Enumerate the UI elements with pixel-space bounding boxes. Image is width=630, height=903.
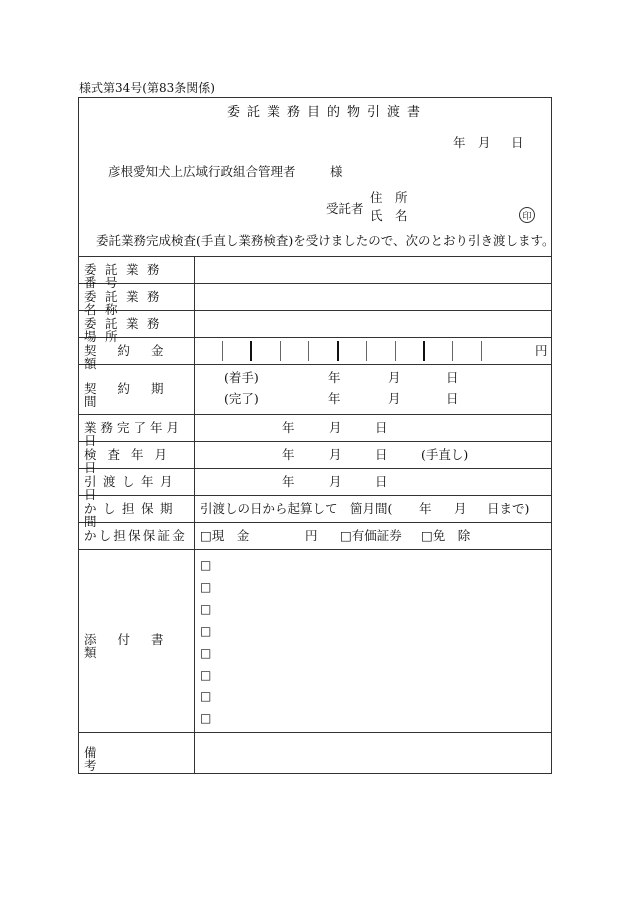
date-day-unit: 日: [511, 135, 524, 150]
name-label: 氏 名: [370, 208, 408, 223]
delivery-year: 年: [282, 474, 295, 489]
label-completion-date: 業務完了年月日: [84, 420, 184, 448]
statement: 委託業務完成検査(手直し業務検査)を受けましたので、次のとおり引き渡します。: [96, 233, 555, 248]
label-business-number: 委託業務番号: [84, 262, 169, 290]
amount-digit-divider: [222, 341, 223, 361]
attachment-checkbox[interactable]: □: [200, 646, 212, 660]
document-title: 委託業務目的物引渡書: [227, 105, 428, 120]
label-remarks: 備考: [84, 745, 175, 773]
amount-digit-divider: [395, 341, 396, 361]
warranty-text-start: 引渡しの日から起算して: [200, 501, 338, 516]
period-start-day: 日: [446, 370, 459, 385]
attachment-checkbox[interactable]: □: [200, 711, 212, 725]
amount-digit-divider: [452, 341, 453, 361]
warranty-text-end: 日まで): [487, 501, 530, 516]
row-divider: [78, 414, 552, 415]
honorific: 様: [330, 164, 343, 179]
amount-digit-divider: [337, 341, 339, 361]
label-business-place: 委託業務場所: [84, 316, 169, 344]
delivery-day: 日: [375, 474, 388, 489]
amount-digit-divider: [366, 341, 367, 361]
receiver-label: 受託者: [326, 201, 364, 216]
recipient: 彦根愛知犬上広域行政組合管理者: [108, 164, 296, 179]
warranty-month: 月: [454, 501, 467, 516]
label-inspection-date: 検査年月日: [84, 447, 179, 475]
label-attachments: 添付書類: [84, 632, 185, 660]
period-finish-month: 月: [388, 391, 401, 406]
warranty-year: 年: [419, 501, 432, 516]
label-warranty-period: かし担保期間: [84, 501, 180, 529]
column-divider: [194, 256, 195, 773]
row-divider: [78, 732, 552, 733]
label-warranty-deposit: かし担保保証金: [84, 528, 187, 543]
period-start-label: (着手): [224, 370, 259, 385]
period-finish-year: 年: [328, 391, 341, 406]
warranty-text-months: 箇月間(: [350, 501, 393, 516]
amount-digit-divider: [308, 341, 309, 361]
period-finish-label: (完了): [224, 391, 259, 406]
deposit-securities-option[interactable]: □有価証券: [340, 528, 402, 543]
label-contract-amount: 契約金額: [84, 343, 185, 371]
completion-month: 月: [329, 420, 342, 435]
period-start-month: 月: [388, 370, 401, 385]
label-contract-period: 契約期間: [84, 381, 185, 409]
attachment-checkbox[interactable]: □: [200, 580, 212, 594]
deposit-cash-option[interactable]: □現 金: [200, 528, 250, 543]
row-divider: [78, 256, 552, 257]
amount-digit-divider: [481, 341, 482, 361]
deposit-exempt-option[interactable]: □免 除: [421, 528, 471, 543]
amount-digit-divider: [280, 341, 281, 361]
attachment-checkbox[interactable]: □: [200, 558, 212, 572]
address-label: 住 所: [370, 190, 408, 205]
amount-unit: 円: [535, 343, 548, 358]
inspection-note: (手直し): [421, 447, 469, 462]
completion-year: 年: [282, 420, 295, 435]
period-start-year: 年: [328, 370, 341, 385]
seal-mark: 印: [519, 207, 535, 223]
inspection-month: 月: [329, 447, 342, 462]
attachment-checkbox[interactable]: □: [200, 668, 212, 682]
inspection-year: 年: [282, 447, 295, 462]
attachment-checkbox[interactable]: □: [200, 602, 212, 616]
amount-digit-divider: [423, 341, 425, 361]
form-number: 様式第34号(第83条関係): [79, 81, 215, 95]
deposit-yen-unit: 円: [305, 528, 318, 543]
date-month-unit: 月: [478, 135, 491, 150]
date-year-unit: 年: [453, 135, 466, 150]
label-business-name: 委託業務名称: [84, 289, 169, 317]
row-divider: [78, 549, 552, 550]
attachment-checkbox[interactable]: □: [200, 689, 212, 703]
attachment-checkbox[interactable]: □: [200, 624, 212, 638]
period-finish-day: 日: [446, 391, 459, 406]
inspection-day: 日: [375, 447, 388, 462]
label-delivery-date: 引渡し年月日: [84, 474, 180, 502]
completion-day: 日: [375, 420, 388, 435]
amount-digit-divider: [250, 341, 252, 361]
delivery-month: 月: [329, 474, 342, 489]
